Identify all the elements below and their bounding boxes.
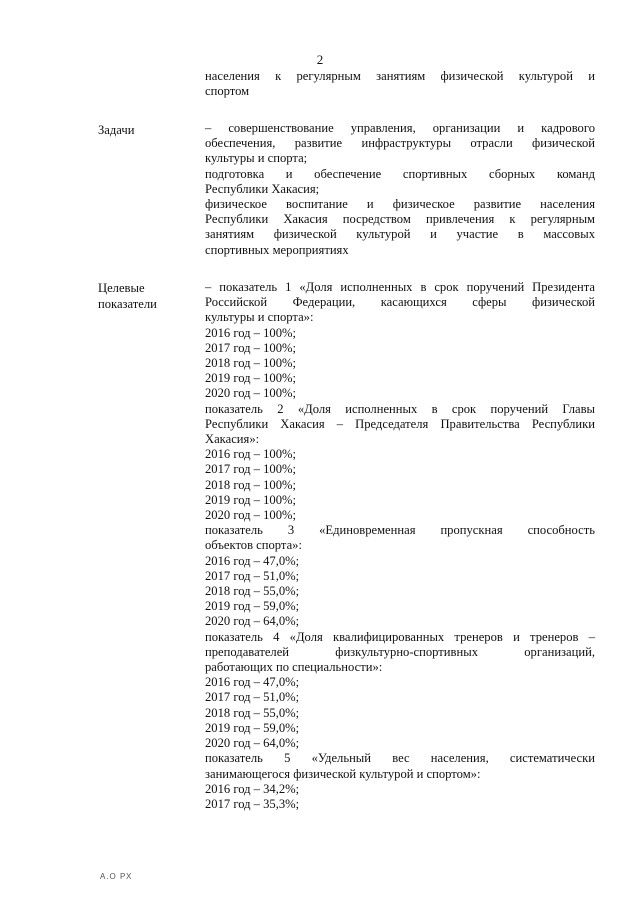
targets-line: показатель 5 «Удельный вес населения, систематически: [205, 751, 595, 766]
page-number: 2: [316, 52, 324, 67]
targets-line: 2019 год – 59,0%;: [205, 720, 300, 735]
targets-line: Хакасия»:: [205, 432, 260, 447]
tasks-line: – совершенствование управления, организации и кадрового: [205, 121, 595, 135]
tasks-line: Республики Хакасия;: [205, 181, 320, 196]
targets-line: 2019 год – 100%;: [205, 371, 297, 386]
targets-line: 2018 год – 100%;: [205, 477, 297, 492]
targets-line: 2017 год – 100%;: [205, 340, 297, 355]
targets-line: 2018 год – 55,0%;: [205, 584, 300, 599]
targets-line: 2016 год – 47,0%;: [205, 675, 300, 690]
targets-line: работающих по специальности»:: [205, 660, 383, 675]
tasks-line: спортивных мероприятиях: [205, 242, 349, 257]
targets-line: показатель 4 «Доля квалифицированных тренеров и тренеров –: [205, 629, 595, 644]
targets-line: преподавателей физкультурно-спортивных организаций,: [205, 644, 595, 659]
tasks-line: подготовка и обеспечение спортивных сборных команд: [205, 166, 595, 181]
footer-mark: А.О РХ: [100, 872, 133, 881]
targets-label: [98, 280, 198, 312]
targets-line: 2016 год – 34,2%;: [205, 781, 300, 796]
targets-line: 2017 год – 51,0%;: [205, 568, 300, 583]
targets-line: Российской Федерации, касающихся сферы физической: [205, 295, 595, 310]
targets-line: 2020 год – 100%;: [205, 386, 297, 401]
intro-line: спортом: [205, 84, 250, 99]
targets-line: 2019 год – 59,0%;: [205, 599, 300, 614]
targets-label-line: Целевые: [98, 281, 145, 295]
targets-line: 2017 год – 51,0%;: [205, 690, 300, 705]
targets-text: [205, 280, 595, 812]
targets-line: 2016 год – 47,0%;: [205, 553, 300, 568]
targets-line: – показатель 1 «Доля исполненных в срок поручений Президента: [205, 280, 595, 294]
tasks-label: Задачи: [98, 123, 135, 137]
targets-line: показатель 3 «Единовременная пропускная способность: [205, 523, 595, 538]
tasks-line: Республики Хакасия посредством привлечения к регулярным: [205, 212, 595, 227]
targets-line: 2020 год – 64,0%;: [205, 736, 300, 751]
tasks-line: культуры и спорта;: [205, 151, 308, 166]
targets-line: культуры и спорта»:: [205, 310, 314, 325]
targets-line: показатель 2 «Доля исполненных в срок поручений Главы: [205, 401, 595, 416]
targets-line: 2018 год – 55,0%;: [205, 705, 300, 720]
tasks-line: физическое воспитание и физическое развитие населения: [205, 197, 595, 212]
tasks-line: занятиям физической культурой и участие в массовых: [205, 227, 595, 242]
intro-line: населения к регулярным занятиям физической культурой и: [205, 69, 595, 83]
targets-line: 2018 год – 100%;: [205, 356, 297, 371]
intro-text: [205, 69, 595, 99]
tasks-line: обеспечения, развитие инфраструктуры отрасли физической: [205, 136, 595, 151]
targets-line: 2020 год – 64,0%;: [205, 614, 300, 629]
targets-line: 2016 год – 100%;: [205, 447, 297, 462]
targets-label-line: показатели: [98, 297, 157, 311]
targets-line: 2017 год – 100%;: [205, 462, 297, 477]
targets-line: 2017 год – 35,3%;: [205, 796, 300, 811]
targets-line: занимающегося физической культурой и спортом»:: [205, 766, 481, 781]
targets-line: Республики Хакасия – Председателя Правительства Республики: [205, 416, 595, 431]
tasks-text: [205, 121, 595, 258]
targets-line: 2019 год – 100%;: [205, 492, 297, 507]
targets-line: 2020 год – 100%;: [205, 508, 297, 523]
targets-line: объектов спорта»:: [205, 538, 302, 553]
targets-line: 2016 год – 100%;: [205, 325, 297, 340]
